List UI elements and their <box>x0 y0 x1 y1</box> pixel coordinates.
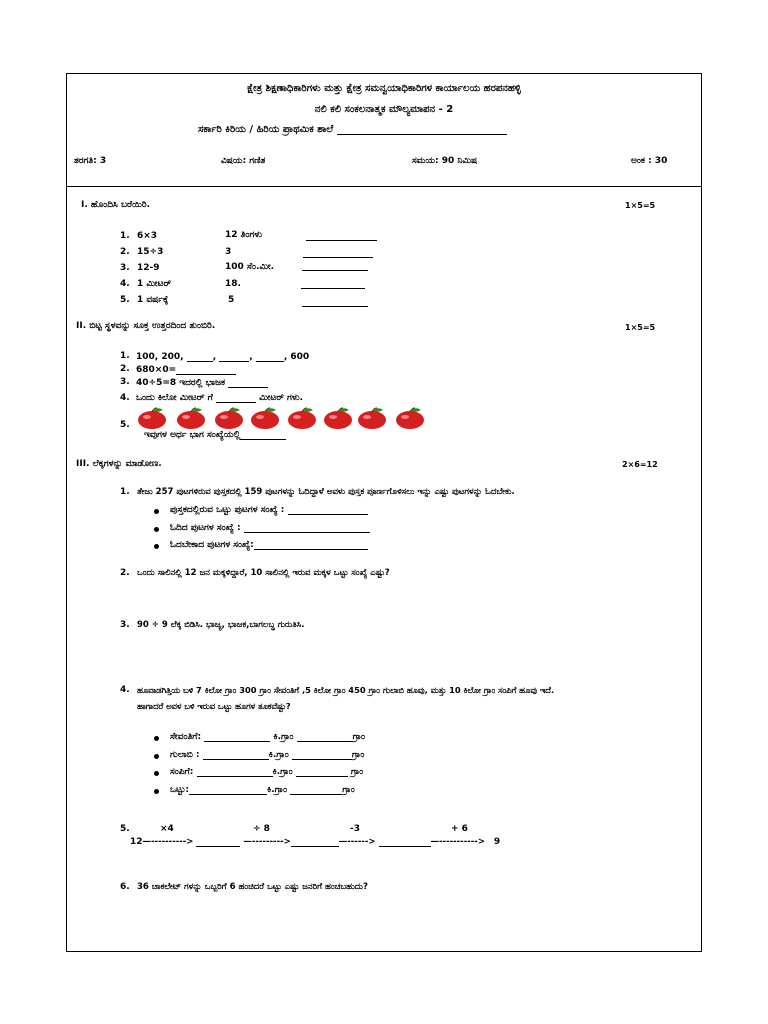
children-question: ಒಂದು ಸಾಲಿನಲ್ಲಿ 12 ಜನ ಮಕ್ಕಳಿದ್ದಾರೆ, 10 ಸಾಲಿನಲ್ಲಿ ಇರುವ ಮಕ್ಕಳ ಒಟ್ಟು ಸಂಖ್ಯೆ ಎಷ್ಟು? <box>137 568 390 578</box>
fill-blank[interactable] <box>297 732 353 742</box>
bullet <box>154 509 159 514</box>
flower-row: ಗುಲಾಬಿ : ಕಿ.ಗ್ರಾಂ ಗ್ರಾಂ <box>170 750 365 760</box>
q-number: 2. <box>120 568 130 578</box>
q-number: 5. <box>120 420 130 430</box>
bullet <box>154 754 159 759</box>
header-divider <box>67 186 701 187</box>
operation-label: ×4 <box>160 824 174 834</box>
bullet <box>154 544 159 549</box>
match-left: 1 ವರ್ಷಕ್ಕೆ <box>137 295 169 305</box>
fill-blank[interactable] <box>197 767 273 777</box>
subject-label: ವಿಷಯ: ಗಣಿತ <box>221 156 266 166</box>
apple-icon <box>394 406 426 430</box>
q-number: 1. <box>120 351 130 361</box>
half-question: ಇವುಗಳ ಅರ್ಧ ಭಾಗ ಸಂಖ್ಯೆಯಲ್ಲಿ <box>144 430 286 440</box>
operation-label: -3 <box>350 824 360 834</box>
operation-chain: 12—----------> —---------> —------> —-----------> 9 <box>130 837 501 847</box>
flower-row: ಸಂಪಿಗೆ: ಕಿ.ಗ್ರಾಂ ಗ್ರಾಂ <box>170 767 364 777</box>
q-number: 3. <box>120 620 130 630</box>
fill-blank[interactable] <box>379 837 431 847</box>
match-left: 15÷3 <box>137 247 164 257</box>
match-num: 1. <box>120 231 130 241</box>
section2-marks: 1×5=5 <box>625 323 656 332</box>
marks-label: ಅಂಕ : 30 <box>631 156 668 166</box>
flower-row: ಒಟ್ಟು: ಕಿ.ಗ್ರಾಂ ಗ್ರಾಂ <box>170 785 355 795</box>
operation-label: ÷ 8 <box>253 824 270 834</box>
match-blank[interactable] <box>302 261 368 271</box>
pages-question: ತೇಜು 257 ಪುಟಗಳಿರುವ ಪುಸ್ತಕದಲ್ಲಿ 159 ಪುಟಗಳನ್ನು ಓದಿದ್ದಾಳೆ ಅವಳು ಪುಸ್ತಕ ಪೂರ್ಣಗೊಳಿಸಲು ಇನ್ನು ಎಷ್ಟು ಪುಟಗಳನ್ನು ಓದಬೇಕು. <box>137 487 515 497</box>
section2-title: II. ಬಿಟ್ಟ ಸ್ಥಳವನ್ನು ಸೂಕ್ತ ಉತ್ತರದಿಂದ ತುಂಬಿರಿ. <box>76 321 216 331</box>
bullet <box>154 771 159 776</box>
chocolate-question: 36 ಚಾಕಲೇಟ್ ಗಳನ್ನು ಒಬ್ಬರಿಗೆ 6 ಹಂಚಿದರೆ ಒಟ್ಟು ಎಷ್ಟು ಜನರಿಗೆ ಹಂಚಬಹುದು? <box>137 882 368 892</box>
q-number: 4. <box>120 685 130 695</box>
flower-question-line1: ಹೂವಾಡಗಿತ್ತಿಯ ಬಳಿ 7 ಕಿಲೋ ಗ್ರಾಂ 300 ಗ್ರಾಂ ಸೇವಂತಿಗೆ ,5 ಕಿಲೋ ಗ್ರಾಂ 450 ಗ್ರಾಂ ಗುಲಾಬಿ ಹೂವು, ಮತ್ತು 10 ಕಿಲೋ ಗ್ರಾಂ ಸಂಪಿಗೆ ಹೂವು ಇದೆ. <box>137 685 555 695</box>
apple-icon <box>249 406 281 430</box>
division-question: 90 ÷ 9 ಲೆಕ್ಕ ಬಿಡಿಸಿ. ಭಾಜ್ಯ, ಭಾಜಕ,ಬಾಗಲಬ್ಧ ಗುರುತಿಸಿ. <box>137 620 305 630</box>
match-right: 12 ತಿಂಗಳು <box>225 230 263 240</box>
fill-blank[interactable] <box>240 430 286 440</box>
apple-icon <box>175 406 207 430</box>
apple-icon <box>213 406 245 430</box>
section3-marks: 2×6=12 <box>622 460 658 469</box>
section1-marks: 1×5=5 <box>625 201 656 210</box>
fill-blank[interactable] <box>176 365 236 375</box>
fill-blank[interactable] <box>254 540 368 550</box>
match-num: 2. <box>120 247 130 257</box>
q-number: 2. <box>120 364 130 374</box>
apple-icon <box>322 406 354 430</box>
fill-blank[interactable] <box>219 352 249 362</box>
match-right: 18. <box>225 279 241 289</box>
divisor-question: 40÷5=8 ಇದರಲ್ಲಿ ಭಾಜಕ <box>136 378 268 388</box>
fill-blank[interactable] <box>244 523 370 533</box>
section1-title: I. ಹೊಂದಿಸಿ ಬರೆಯಿರಿ. <box>81 200 151 210</box>
q-number: 1. <box>120 487 130 497</box>
km-question: ಒಂದು ಕಿಲೋ ಮೀಟರ್ ಗೆ ಮೀಟರ್ ಗಳು. <box>136 393 304 403</box>
worksheet-border <box>66 73 702 952</box>
fill-blank[interactable] <box>228 378 268 388</box>
fill-blank[interactable] <box>203 750 269 760</box>
match-right: 3 <box>225 247 232 257</box>
fill-blank[interactable] <box>187 352 213 362</box>
bullet <box>154 789 159 794</box>
apple-icon <box>136 406 168 430</box>
match-blank[interactable] <box>303 248 373 258</box>
match-right: 5 <box>228 295 235 305</box>
section3-title: III. ಲೆಕ್ಕಗಳನ್ನು ಮಾಡೋಣ. <box>76 459 162 469</box>
class-label: ತರಗತಿ: 3 <box>74 156 107 166</box>
school-label: ಸರ್ಕಾರಿ ಕಿರಿಯ / ಹಿರಿಯ ಪ್ರಾಥಮಿಕ ಶಾಲೆ <box>198 125 507 135</box>
fill-blank[interactable] <box>290 785 342 795</box>
q-number: 6. <box>120 882 130 892</box>
fill-blank[interactable] <box>256 352 284 362</box>
time-label: ಸಮಯ: 90 ನಿಮಿಷ <box>412 156 478 166</box>
read-pages-label: ಓದಿದ ಪುಟಗಳ ಸಂಖ್ಯೆ : <box>170 523 370 533</box>
flower-question-line2: ಹಾಗಾದರೆ ಅವಳ ಬಳಿ ಇರುವ ಒಟ್ಟು ಹೂಗಳ ತೂಕವೆಷ್ಟು? <box>137 701 291 711</box>
flower-row: ಸೇವಂತಿಗೆ: ಕಿ.ಗ್ರಾಂ ಗ್ರಾಂ <box>170 732 366 742</box>
q-number: 4. <box>120 393 130 403</box>
match-right: 100 ಸೆಂ.ಮೀ. <box>225 262 275 272</box>
match-blank[interactable] <box>302 297 368 307</box>
exam-title: ನಲಿ ಕಲಿ ಸಂಕಲನಾತ್ಮಕ ಮೌಲ್ಯಮಾಪನ - 2 <box>314 104 454 115</box>
apple-icon <box>356 406 388 430</box>
fill-blank[interactable] <box>216 393 256 403</box>
total-pages-label: ಪುಸ್ತಕದಲ್ಲಿರುವ ಒಟ್ಟು ಪುಟಗಳ ಸಂಖ್ಯೆ : <box>170 505 368 515</box>
bullet <box>154 736 159 741</box>
match-num: 3. <box>120 263 130 273</box>
fill-blank[interactable] <box>189 785 267 795</box>
match-left: 12-9 <box>137 263 160 273</box>
sequence-question: 100, 200, , , , 600 <box>136 352 310 362</box>
q-number: 3. <box>120 377 130 387</box>
remaining-pages-label: ಓದಬೇಕಾದ ಪುಟಗಳ ಸಂಖ್ಯೆ: <box>170 540 368 550</box>
fill-blank[interactable] <box>196 837 240 847</box>
fill-blank[interactable] <box>296 767 348 777</box>
match-num: 4. <box>120 279 130 289</box>
fill-blank[interactable] <box>288 505 368 515</box>
match-left: 1 ಮೀಟರ್ <box>137 279 172 289</box>
fill-blank[interactable] <box>291 837 339 847</box>
fill-blank[interactable] <box>204 732 270 742</box>
match-num: 5. <box>120 295 130 305</box>
bullet <box>154 527 159 532</box>
q-number: 5. <box>120 824 130 834</box>
multiply-question: 680×0= <box>136 365 236 375</box>
fill-blank[interactable] <box>292 750 352 760</box>
apple-icon <box>286 406 318 430</box>
operation-label: + 6 <box>451 824 468 834</box>
match-left: 6×3 <box>137 231 158 241</box>
match-blank[interactable] <box>306 231 377 241</box>
office-title: ಕ್ಷೇತ್ರ ಶಿಕ್ಷಣಾಧಿಕಾರಿಗಳು ಮತ್ತು ಕ್ಷೇತ್ರ ಸಮನ್ವಯಾಧಿಕಾರಿಗಳ ಕಾರ್ಯಾಲಯ ಹರಪನಹಳ್ಳಿ <box>247 83 521 94</box>
match-blank[interactable] <box>301 279 365 289</box>
